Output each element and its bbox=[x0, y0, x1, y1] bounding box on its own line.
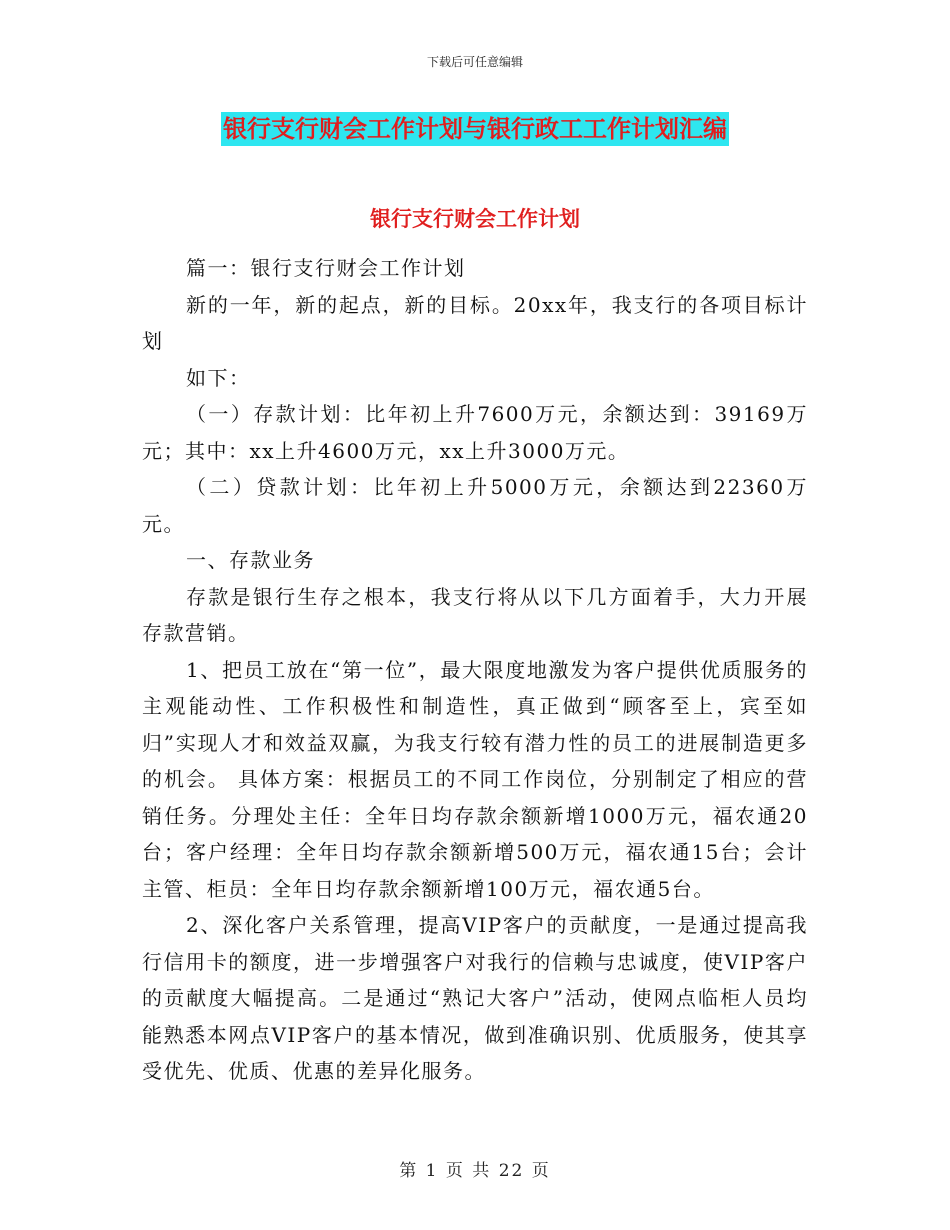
paragraph-deposit-business-heading: 一、存款业务 bbox=[186, 548, 315, 572]
paragraph-item-1: 1、把员工放在“第一位”，最大限度地激发为客户提供优质服务的主观能动性、工作积极性和制造性，真正做到“顾客至上，宾至如归”实现人才和效益双赢，为我支行较有潜力性的员工的进展制造更多的机会。 具体方案：根据员工的不同工作岗位，分别制定了相应的营销任务。分理处主任：全年日均存款余额新增1000万元，福农通20台；客户经理：全年日均存款余额新增500万元，福农通15台；会计主管、柜员：全年日均存款余额新增100万元，福农通5台。 bbox=[142, 657, 808, 901]
main-title-container bbox=[0, 112, 950, 146]
paragraph-as-follows: 如下： bbox=[186, 365, 251, 390]
document-body bbox=[142, 250, 808, 1090]
paragraph-item-2: 2、深化客户关系管理，提高VIP客户的贡献度，一是通过提高我行信用卡的额度，进一步增强客户对我行的信赖与忠诚度，使VIP客户的贡献度大幅提高。二是通过“熟记大客户”活动，使网点临柜人员均能熟悉本网点VIP客户的基本情况，做到准确识别、优质服务，使其享受优先、优质、优惠的差异化服务。 bbox=[142, 913, 808, 1083]
main-title: 银行支行财会工作计划与银行政工工作计划汇编 bbox=[221, 112, 729, 146]
paragraph-deposit-plan: （一）存款计划：比年初上升7600万元，余额达到：39169万元；其中：xx上升4600万元，xx上升3000万元。 bbox=[142, 402, 808, 463]
section-title: 银行支行财会工作计划 bbox=[370, 207, 580, 231]
header-note: 下载后可任意编辑 bbox=[426, 55, 523, 69]
paragraph-deposit-importance: 存款是银行生存之根本，我支行将从以下几方面着手，大力开展存款营销。 bbox=[142, 584, 808, 645]
paragraph-loan-plan: （二）贷款计划：比年初上升5000万元，余额达到22360万元。 bbox=[142, 475, 808, 536]
page-footer: 第 1 页 共 22 页 bbox=[399, 1161, 551, 1181]
paragraph-intro: 新的一年，新的起点，新的目标。20xx年，我支行的各项目标计划 bbox=[142, 292, 808, 353]
paragraph-part-heading: 篇一：银行支行财会工作计划 bbox=[186, 256, 466, 280]
